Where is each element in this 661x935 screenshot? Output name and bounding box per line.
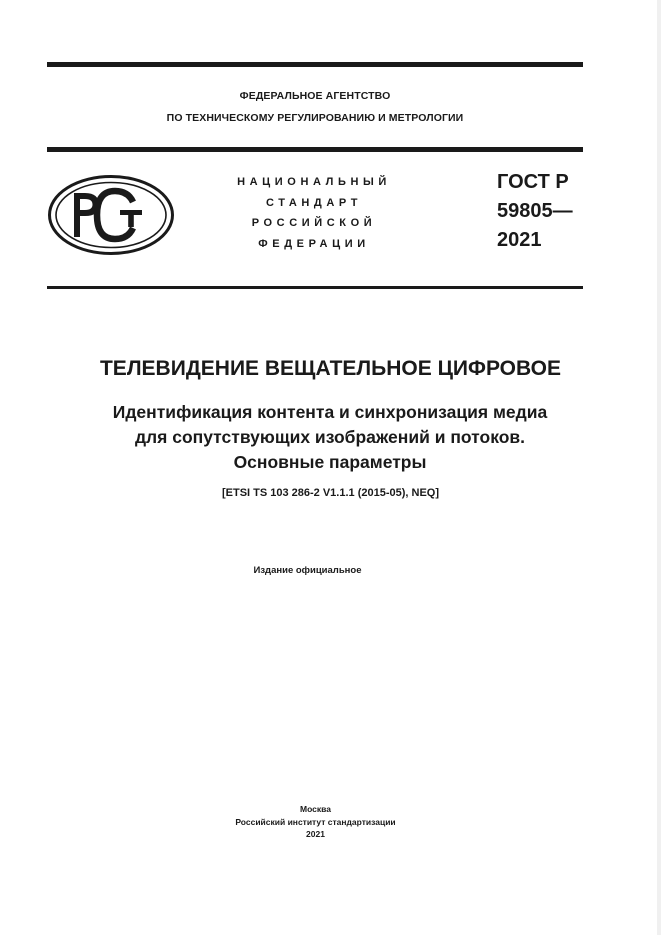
standard-type-line-4: ФЕДЕРАЦИИ <box>258 237 370 250</box>
designation-line-2: 59805— <box>497 200 573 222</box>
standard-type-line-2: СТАНДАРТ <box>265 196 363 209</box>
standard-designation <box>497 168 573 255</box>
document-title: ТЕЛЕВИДЕНИЕ ВЕЩАТЕЛЬНОЕ ЦИФРОВОЕ <box>99 357 561 380</box>
document-subtitle <box>40 400 620 475</box>
imprint <box>0 803 631 841</box>
header-rule <box>47 147 583 152</box>
standard-type <box>214 172 414 254</box>
designation-line-3: 2021 <box>497 229 542 251</box>
imprint-publisher: Российский институт стандартизации <box>235 816 396 827</box>
designation-line-1: ГОСТ Р <box>497 171 569 193</box>
agency-line-2: ПО ТЕХНИЧЕСКОМУ РЕГУЛИРОВАНИЮ И МЕТРОЛОГИИ <box>166 112 464 124</box>
reference-standard: [ETSI TS 103 286-2 V1.1.1 (2015-05), NEQ] <box>221 487 440 499</box>
standard-type-line-1: НАЦИОНАЛЬНЫЙ <box>237 176 391 188</box>
subtitle-line-3: Основные параметры <box>233 452 427 472</box>
top-rule <box>47 62 583 67</box>
page-edge <box>657 0 661 935</box>
standard-type-line-3: РОССИЙСКОЙ <box>251 217 377 229</box>
section-rule <box>47 286 583 289</box>
edition-note: Издание официальное <box>253 565 362 576</box>
agency-line-1: ФЕДЕРАЛЬНОЕ АГЕНТСТВО <box>239 90 391 102</box>
rst-certification-logo-icon <box>47 174 175 256</box>
subtitle-line-1: Идентификация контента и синхронизация медиа <box>112 402 548 422</box>
imprint-city: Москва <box>300 804 331 814</box>
subtitle-line-2: для сопутствующих изображений и потоков. <box>134 427 526 447</box>
imprint-year: 2021 <box>306 829 325 839</box>
